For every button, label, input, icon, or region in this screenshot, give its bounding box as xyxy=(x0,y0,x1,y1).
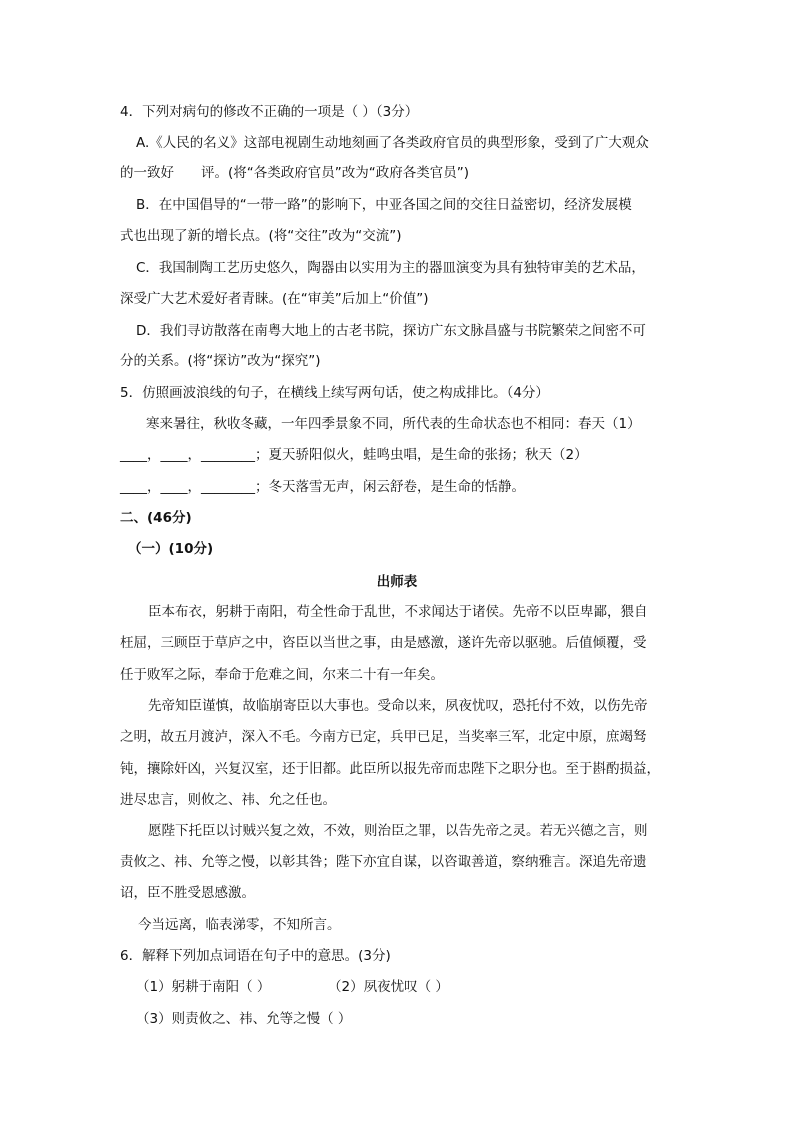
option-a-line-1: A.《人民的名义》这部电视剧生动地刻画了各类政府官员的典型形象，受到了广大观众 xyxy=(136,135,649,151)
option-c-line-1: C．我国制陶工艺历史悠久，陶器由以实用为主的器皿演变为具有独特审美的艺术品， xyxy=(136,260,645,276)
question-4-stem: 4．下列对病句的修改不正确的一项是（ ）（3分） xyxy=(120,104,419,120)
passage-line: 钝，攘除奸凶，兴复汉室，还于旧都。此臣所以报先帝而忠陛下之职分也。至于斟酌损益， xyxy=(120,761,660,777)
question-5-blank-line-2: ____，____，________；冬天落雪无声，闲云舒卷，是生命的恬静。 xyxy=(120,479,525,495)
option-b-line-2: 式也出现了新的增长点。(将“交往”改为“交流”) xyxy=(120,228,402,244)
passage-line: 今当远离，临表涕零，不知所言。 xyxy=(138,917,341,933)
passage-title: 出师表 xyxy=(376,574,418,590)
passage-line: 任于败军之际，奉命于危难之间，尔来二十有一年矣。 xyxy=(120,667,444,683)
option-a-line-2: 的一致好 评。(将“各类政府官员”改为“政府各类官员”) xyxy=(120,165,470,181)
passage-line: 诏，臣不胜受恩感激。 xyxy=(120,885,255,901)
passage-line: 进尽忠言，则攸之、祎、允之任也。 xyxy=(120,792,336,808)
option-d-line-1: D．我们寻访散落在南粤大地上的古老书院，探访广东文脉昌盛与书院繁荣之间密不可 xyxy=(136,323,646,339)
section-heading: 二、(46分) xyxy=(120,510,192,526)
passage-line: 先帝知臣谨慎，故临崩寄臣以大事也。受命以来，夙夜忧叹，恐托付不效，以伤先帝 xyxy=(148,698,648,714)
passage-line: 臣本布衣，躬耕于南阳，苟全性命于乱世，不求闻达于诸侯。先帝不以臣卑鄙，猥自 xyxy=(148,604,648,620)
passage-line: 之明，故五月渡泸，深入不毛。今南方已定，兵甲已足，当奖率三军，北定中原，庶竭驽 xyxy=(120,729,647,745)
question-5-prompt: 寒来暑往，秋收冬藏，一年四季景象不同，所代表的生命状态也不相同：春天（1） xyxy=(146,416,641,432)
question-5-blank-line-1: ____，____，________；夏天骄阳似火，蛙鸣虫唱，是生命的张扬；秋天（2） xyxy=(120,447,588,463)
question-5-stem: 5．仿照画波浪线的句子，在横线上续写两句话，使之构成排比。（4分） xyxy=(120,385,549,401)
passage-line: 枉屈，三顾臣于草庐之中，咨臣以当世之事，由是感激，遂许先帝以驱驰。后值倾覆，受 xyxy=(120,635,647,651)
question-6-item-3: （3）则责攸之、祎、允等之慢（ ） xyxy=(136,1011,352,1027)
passage-line: 责攸之、祎、允等之慢，以彰其咎；陛下亦宜自谋，以咨诹善道，察纳雅言。深追先帝遗 xyxy=(120,854,647,870)
passage-line: 愿陛下托臣以讨贼兴复之效，不效，则治臣之罪，以告先帝之灵。若无兴德之言，则 xyxy=(148,823,648,839)
question-6-stem: 6．解释下列加点词语在句子中的意思。(3分) xyxy=(120,948,391,964)
question-6-item-2: （2）夙夜忧叹（ ） xyxy=(328,979,449,995)
option-d-line-2: 分的关系。(将“探访”改为“探究”) xyxy=(120,353,321,369)
subsection-heading: （一）(10分) xyxy=(128,541,214,557)
question-6-item-1: （1）躬耕于南阳（ ） xyxy=(136,979,271,995)
option-b-line-1: B．在中国倡导的“一带一路”的影响下，中亚各国之间的交往日益密切，经济发展模 xyxy=(136,197,632,213)
option-c-line-2: 深受广大艺术爱好者青睐。(在“审美”后加上“价值”) xyxy=(120,291,429,307)
